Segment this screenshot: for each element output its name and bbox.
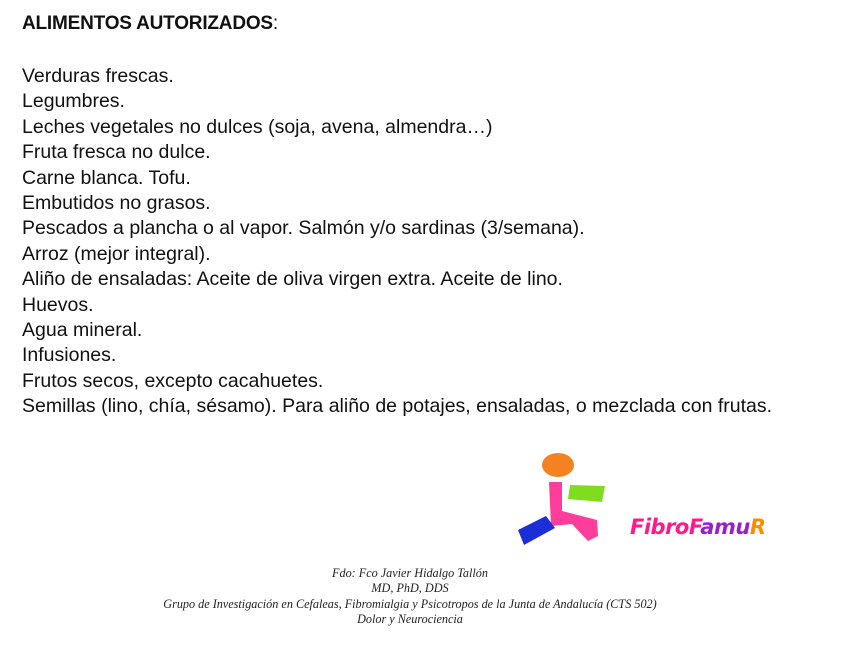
- signature-degrees: MD, PhD, DDS: [371, 581, 449, 596]
- logo-figure-icon: [512, 448, 632, 553]
- list-item: Infusiones.: [22, 344, 117, 367]
- list-item: Fruta fresca no dulce.: [22, 141, 211, 164]
- logo-green-flag: [568, 485, 605, 502]
- logo-text: FibroFamuR: [630, 515, 766, 539]
- authorized-foods-list: [22, 64, 798, 420]
- signature-department: Dolor y Neurociencia: [357, 612, 463, 627]
- list-item: Legumbres.: [22, 90, 125, 113]
- signature-name: Fdo: Fco Javier Hidalgo Tallón: [332, 566, 488, 580]
- heading-title: ALIMENTOS AUTORIZADOS: [22, 13, 273, 34]
- signature-block: [0, 566, 820, 628]
- list-item: Verduras frescas.: [22, 65, 174, 87]
- list-item: Huevos.: [22, 293, 94, 316]
- list-item: Carne blanca. Tofu.: [22, 166, 191, 189]
- logo-head: [542, 453, 574, 477]
- list-item: Aliño de ensaladas: Aceite de oliva virgen extra. Aceite de lino.: [22, 268, 563, 291]
- page-heading: [22, 13, 278, 35]
- heading-colon: :: [272, 13, 278, 34]
- list-item: Frutos secos, excepto cacahuetes.: [22, 369, 324, 392]
- list-item: Embutidos no grasos.: [22, 192, 211, 215]
- list-item: Semillas (lino, chía, sésamo). Para aliño de potajes, ensaladas, o mezclada con frutas.: [22, 395, 773, 418]
- list-item: Pescados a plancha o al vapor. Salmón y/o sardinas (3/semana).: [22, 217, 585, 240]
- list-item: Arroz (mejor integral).: [22, 242, 211, 265]
- logo-blue-flag: [518, 516, 555, 545]
- list-item: Leches vegetales no dulces (soja, avena, almendra…): [22, 115, 493, 138]
- signature-group: Grupo de Investigación en Cefaleas, Fibromialgia y Psicotropos de la Junta de Andalucía (CTS 502): [163, 596, 657, 611]
- fibrofamur-logo: [512, 448, 777, 553]
- list-item: Agua mineral.: [22, 319, 143, 342]
